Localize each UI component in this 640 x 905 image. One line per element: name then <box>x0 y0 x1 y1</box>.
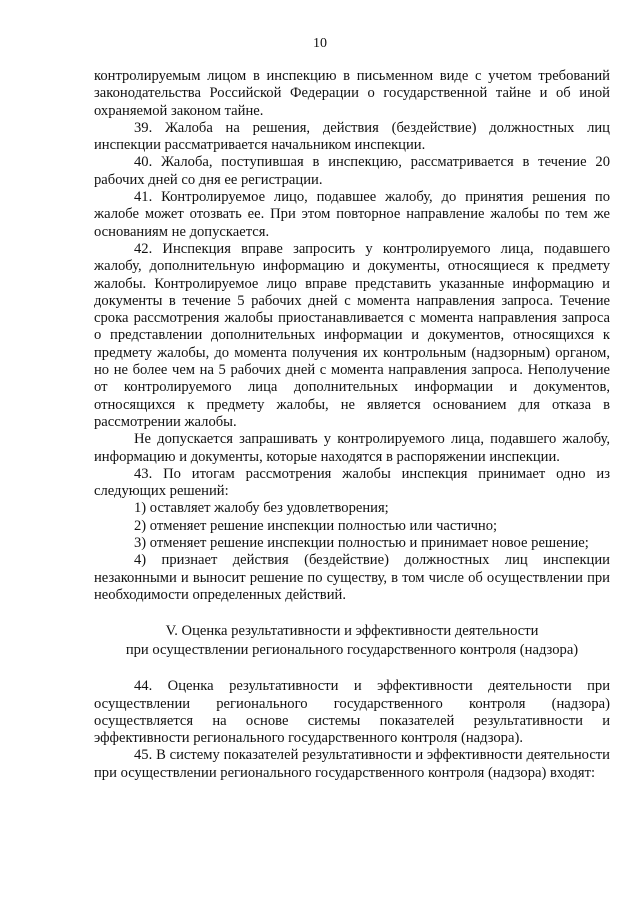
paragraph-44: 44. Оценка результативности и эффективности деятельности при осуществлении регионального государственного контроля (надзора) осуществляется на основе системы показателей результативности и эффективности регионального государственного контроля (надзора). <box>94 678 610 747</box>
list-item-3: 3) отменяет решение инспекции полностью и принимает новое решение; <box>134 535 589 552</box>
section-title <box>94 622 610 660</box>
list-item-1: 1) оставляет жалобу без удовлетворения; <box>134 500 389 517</box>
list-item-4: 4) признает действия (бездействие) должностных лиц инспекции незаконными и выносит решение по существу, в том числе об осуществлении при необходимости определенных действий. <box>94 552 610 603</box>
paragraph-39: 39. Жалоба на решения, действия (бездействие) должностных лиц инспекции рассматривается начальником инспекции. <box>94 119 610 154</box>
paragraph-40: 40. Жалоба, поступившая в инспекцию, рассматривается в течение 20 рабочих дней со дня ее регистрации. <box>94 154 610 188</box>
list-item-2: 2) отменяет решение инспекции полностью или частично; <box>134 517 498 534</box>
page-number: 10 <box>313 36 327 51</box>
section-title-line-1: V. Оценка результативности и эффективности деятельности <box>165 623 539 640</box>
paragraph-43: 43. По итогам рассмотрения жалобы инспекция принимает одно из следующих решений: <box>94 465 610 500</box>
document-body <box>94 68 610 782</box>
paragraph-42-note: Не допускается запрашивать у контролируемого лица, подавшего жалобу, информацию и документы, которые находятся в распоряжении инспекции. <box>94 431 610 465</box>
paragraph-42: 42. Инспекция вправе запросить у контролируемого лица, подавшего жалобу, дополнительную информацию и документы, относящиеся к предмету жалобы. Контролируемое лицо вправе представить указанные информацию и документы в течение 5 рабочих дней с момента направления запроса. Течение срока рассмотрения жалобы приостанавливается с момента направления запроса о представлении дополнительных информации и документов, относящихся к предмету жалобы, до момента получения их контрольным (надзорным) органом, но не более чем на 5 рабочих дней с момента направления запроса. Неполучение от контролируемого лица дополнительных информации и документов, относящихся к предмету жалобы, не является основанием для отказа в рассмотрении жалобы. <box>94 240 610 430</box>
paragraph-continuation: контролируемым лицом в инспекцию в письменном виде с учетом требований законодательства Российской Федерации о государственной тайне и об иной охраняемой законом тайне. <box>94 68 610 119</box>
section-title-line-2: при осуществлении регионального государственного контроля (надзора) <box>125 642 579 659</box>
paragraph-41: 41. Контролируемое лицо, подавшее жалобу, до принятия решения по жалобе может отозвать ее. При этом повторное направление жалобы по тем же основаниям не допускается. <box>94 189 610 240</box>
paragraph-45: 45. В систему показателей результативности и эффективности деятельности при осуществлении регионального государственного контроля (надзора) входят: <box>94 747 610 781</box>
